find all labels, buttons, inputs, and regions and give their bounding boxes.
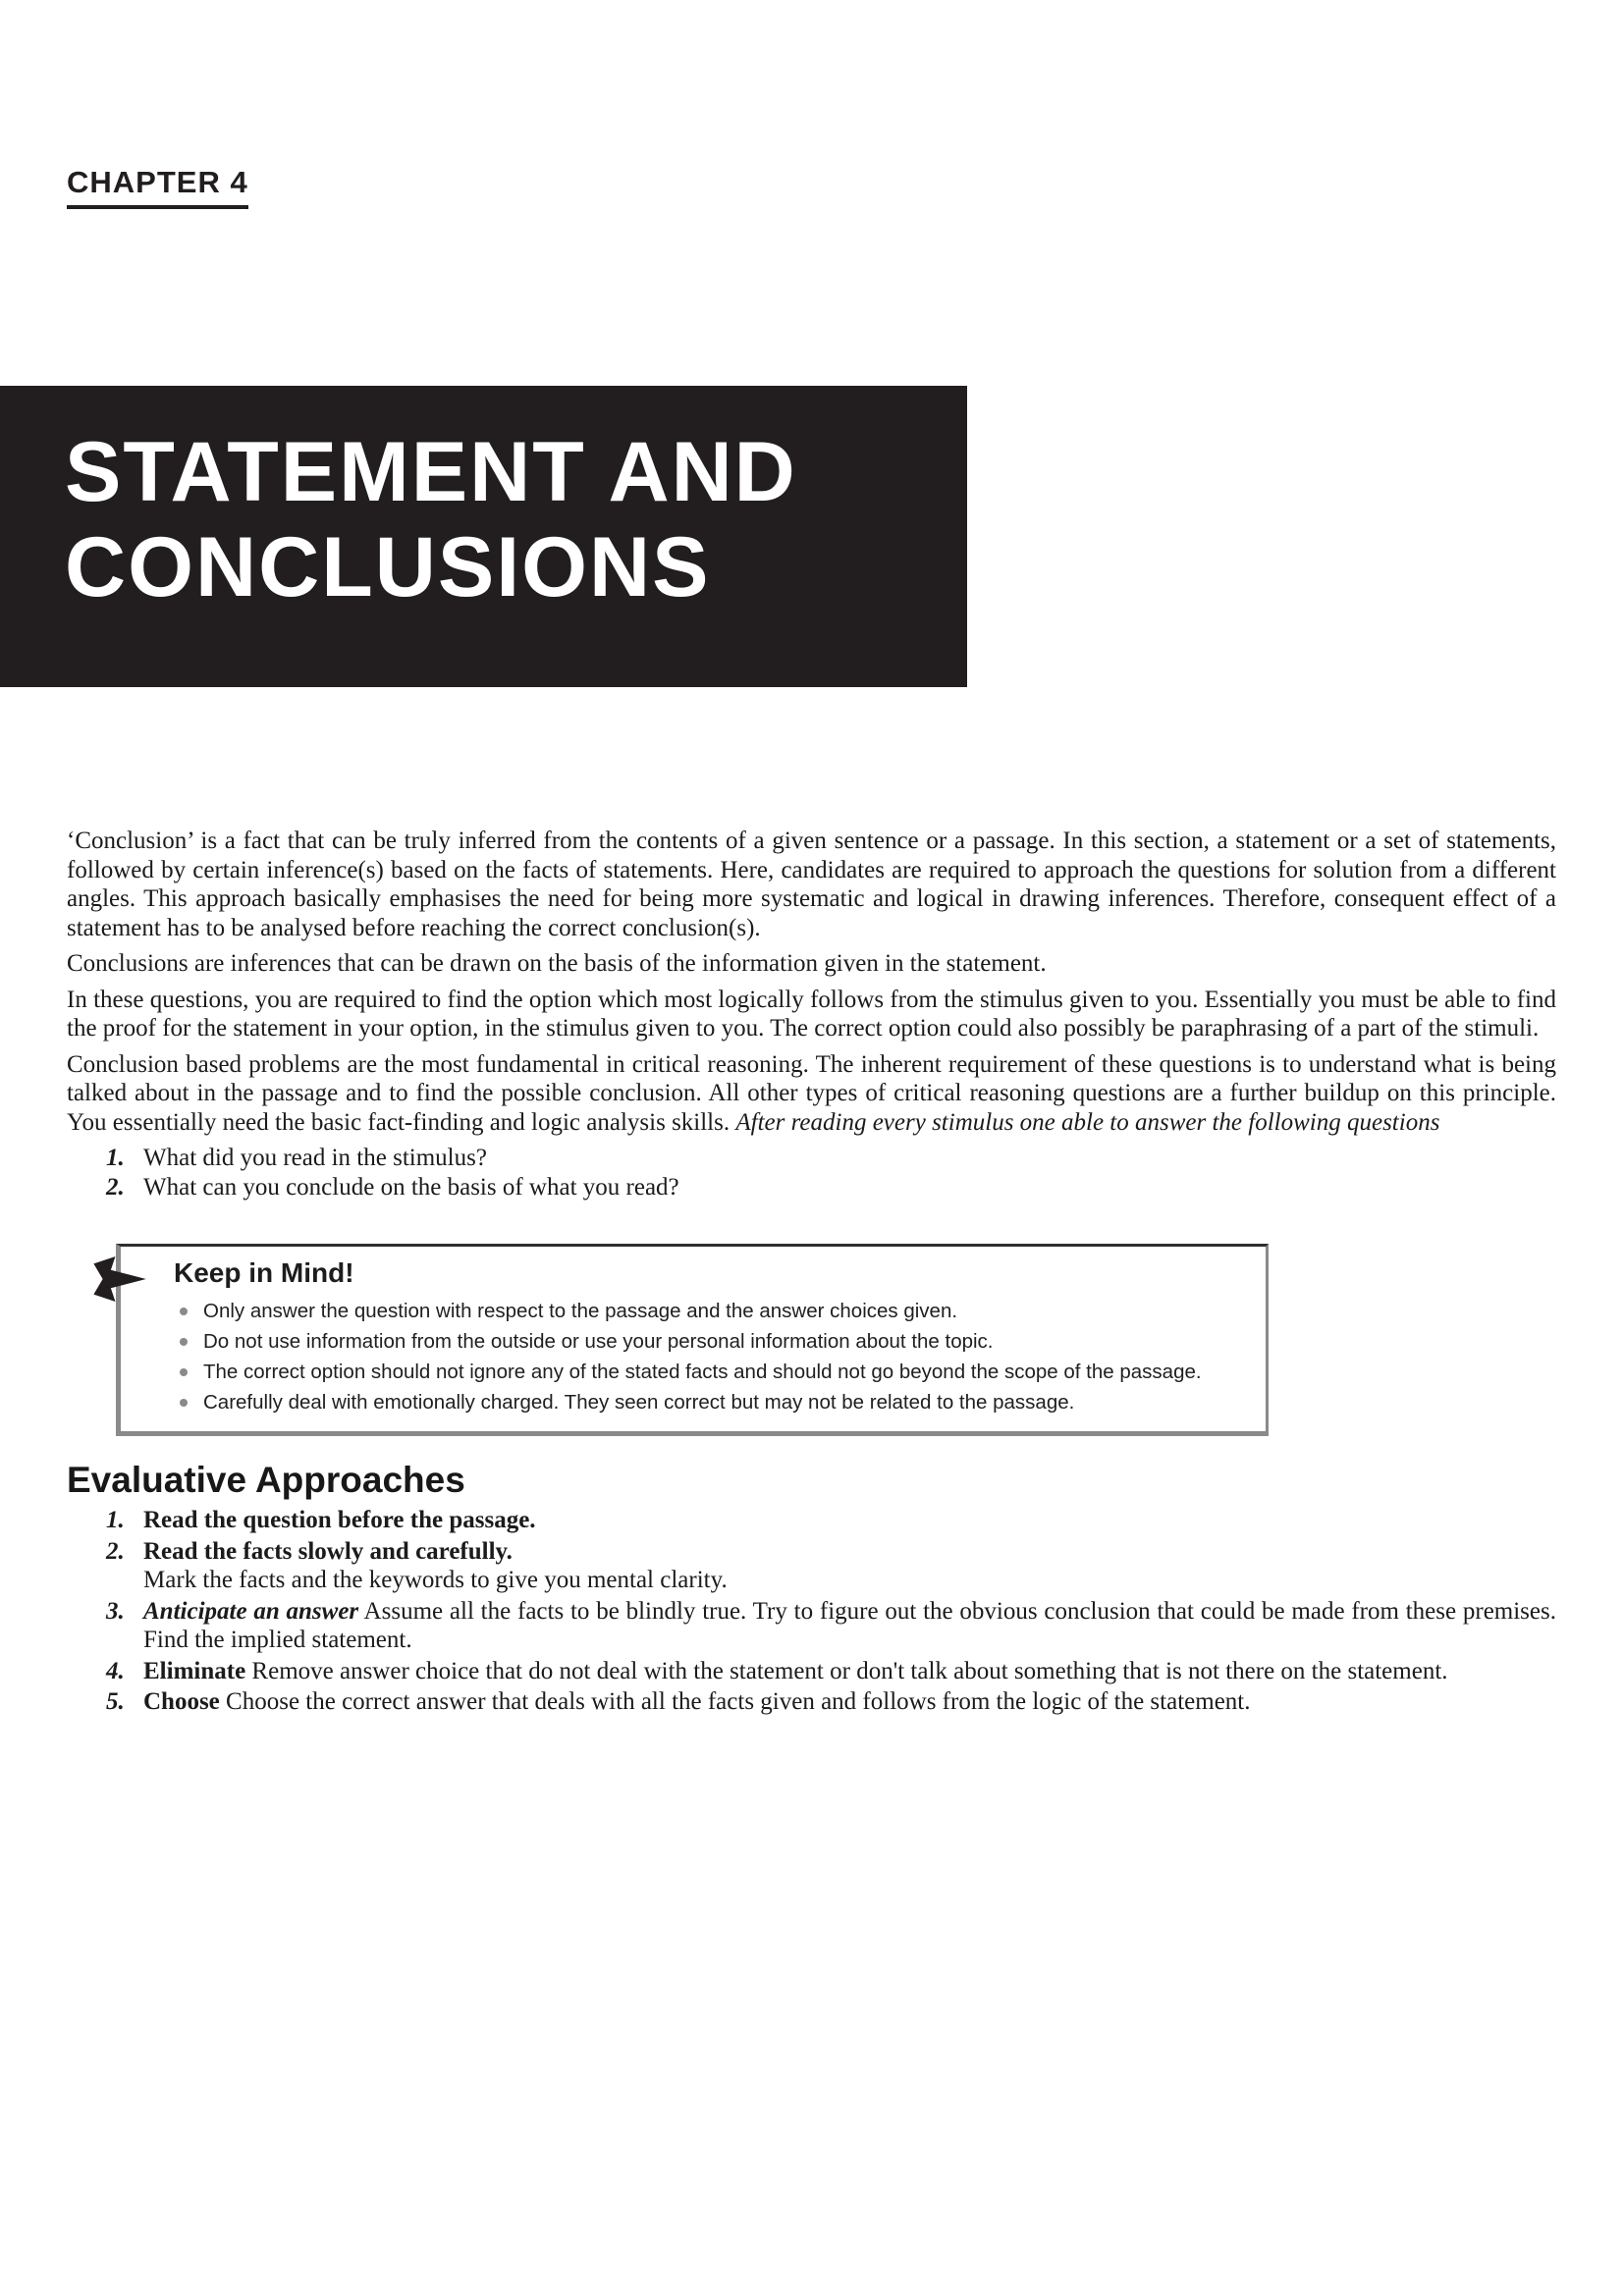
chapter-title-line1: STATEMENT AND — [65, 425, 797, 519]
body-content — [67, 827, 1556, 1719]
bullet-dot-icon — [180, 1338, 188, 1346]
keep-in-mind-bullet — [180, 1296, 1242, 1326]
approach-text: Mark the facts and the keywords to give you mental clarity. — [143, 1567, 728, 1593]
approach-body — [143, 1687, 1556, 1717]
arrow-icon — [93, 1256, 148, 1302]
intro-paragraph-3: In these questions, you are required to find the option which most logically follows from the stimulus given to you. Essentially you must be able to find the proof for the statement in your option, in the stimulus given to you. The correct option could also possibly be paraphrasing of a part of the stimuli. — [67, 986, 1556, 1041]
chapter-label-wrap — [67, 165, 248, 209]
question-number: 1. — [106, 1145, 125, 1171]
approach-item — [67, 1506, 1556, 1535]
approach-item — [67, 1597, 1556, 1655]
chapter-title — [0, 386, 967, 615]
intro-paragraph-2: Conclusions are inferences that can be drawn on the basis of the information given in the statement. — [67, 950, 1047, 977]
approach-label: Read the question before the passage. — [143, 1507, 536, 1533]
evaluative-approaches-list — [67, 1506, 1556, 1717]
approach-number: 2. — [106, 1537, 125, 1565]
approach-label: Anticipate an answer — [143, 1597, 359, 1625]
keep-in-mind-bullet — [180, 1387, 1242, 1417]
keep-in-mind-bullet — [180, 1357, 1242, 1387]
keep-in-mind-list — [162, 1296, 1242, 1417]
intro-paragraph-4-italic: After reading every stimulus one able to answer the following questions — [735, 1108, 1440, 1136]
approach-item — [67, 1687, 1556, 1717]
intro-paragraph-4-main: Conclusion based problems are the most fundamental in critical reasoning. The inherent requirement of these questions is to understand what is being talked about in the passage and to find the possible conclusion. All other types of critical reasoning questions are a further buildup on this principle. You essentially need the basic fact-finding and logic analysis skills. — [67, 1050, 1556, 1136]
approach-number: 4. — [106, 1657, 125, 1684]
approach-label: Read the facts slowly and carefully. — [143, 1537, 513, 1565]
stimulus-question-item — [67, 1144, 1556, 1173]
bullet-text: Only answer the question with respect to the passage and the answer choices given. — [203, 1299, 958, 1322]
approach-item — [67, 1537, 1556, 1595]
chapter-label: CHAPTER 4 — [67, 165, 248, 209]
chapter-title-line2: CONCLUSIONS — [65, 520, 711, 614]
stimulus-question-list — [67, 1144, 1556, 1202]
question-text: What did you read in the stimulus? — [143, 1145, 487, 1171]
chapter-title-banner — [0, 386, 967, 687]
stimulus-question-item — [67, 1173, 1556, 1202]
approach-number: 5. — [106, 1688, 125, 1715]
keep-in-mind-title: Keep in Mind! — [174, 1257, 354, 1288]
approach-text: Remove answer choice that do not deal with the statement or don't talk about something that is not there on the statement. — [245, 1657, 1448, 1684]
bullet-text: The correct option should not ignore any of the stated facts and should not go beyond the scope of the passage. — [203, 1360, 1202, 1383]
evaluative-approaches-heading: Evaluative Approaches — [67, 1459, 465, 1500]
intro-paragraph-4 — [67, 1050, 1556, 1138]
approach-text: Assume all the facts to be blindly true. Try to figure out the obvious conclusion that could be made from these premises. Find the implied statement. — [143, 1597, 1556, 1653]
keep-in-mind-bullet — [180, 1326, 1242, 1357]
approach-item — [67, 1657, 1556, 1686]
bullet-dot-icon — [180, 1399, 188, 1407]
intro-paragraph-1: ‘Conclusion’ is a fact that can be truly inferred from the contents of a given sentence or a passage. In this section, a statement or a set of statements, followed by certain inference(s) based on the facts of statements. Here, candidates are required to approach the questions for solution from a different angles. This approach basically emphasises the need for being more systematic and logical in drawing inferences. Therefore, consequent effect of a statement has to be analysed before reaching the correct conclusion(s). — [67, 828, 1556, 941]
question-number: 2. — [106, 1174, 125, 1201]
approach-body — [143, 1597, 1556, 1655]
approach-label: Eliminate — [143, 1657, 246, 1684]
approach-text: Choose the correct answer that deals with all the facts given and follows from the logic of the statement. — [219, 1688, 1251, 1715]
approach-label: Choose — [143, 1688, 220, 1715]
approach-number: 1. — [106, 1507, 125, 1533]
approach-body — [143, 1657, 1556, 1686]
question-text: What can you conclude on the basis of what you read? — [143, 1174, 679, 1201]
approach-number: 3. — [106, 1597, 125, 1625]
bullet-text: Do not use information from the outside or use your personal information about the topic. — [203, 1329, 994, 1353]
bullet-text: Carefully deal with emotionally charged. They seen correct but may not be related to the passage. — [203, 1390, 1075, 1414]
bullet-dot-icon — [180, 1368, 188, 1376]
keep-in-mind-box — [116, 1244, 1269, 1436]
approach-body — [143, 1506, 1556, 1535]
approach-body — [143, 1537, 1556, 1595]
bullet-dot-icon — [180, 1308, 188, 1315]
